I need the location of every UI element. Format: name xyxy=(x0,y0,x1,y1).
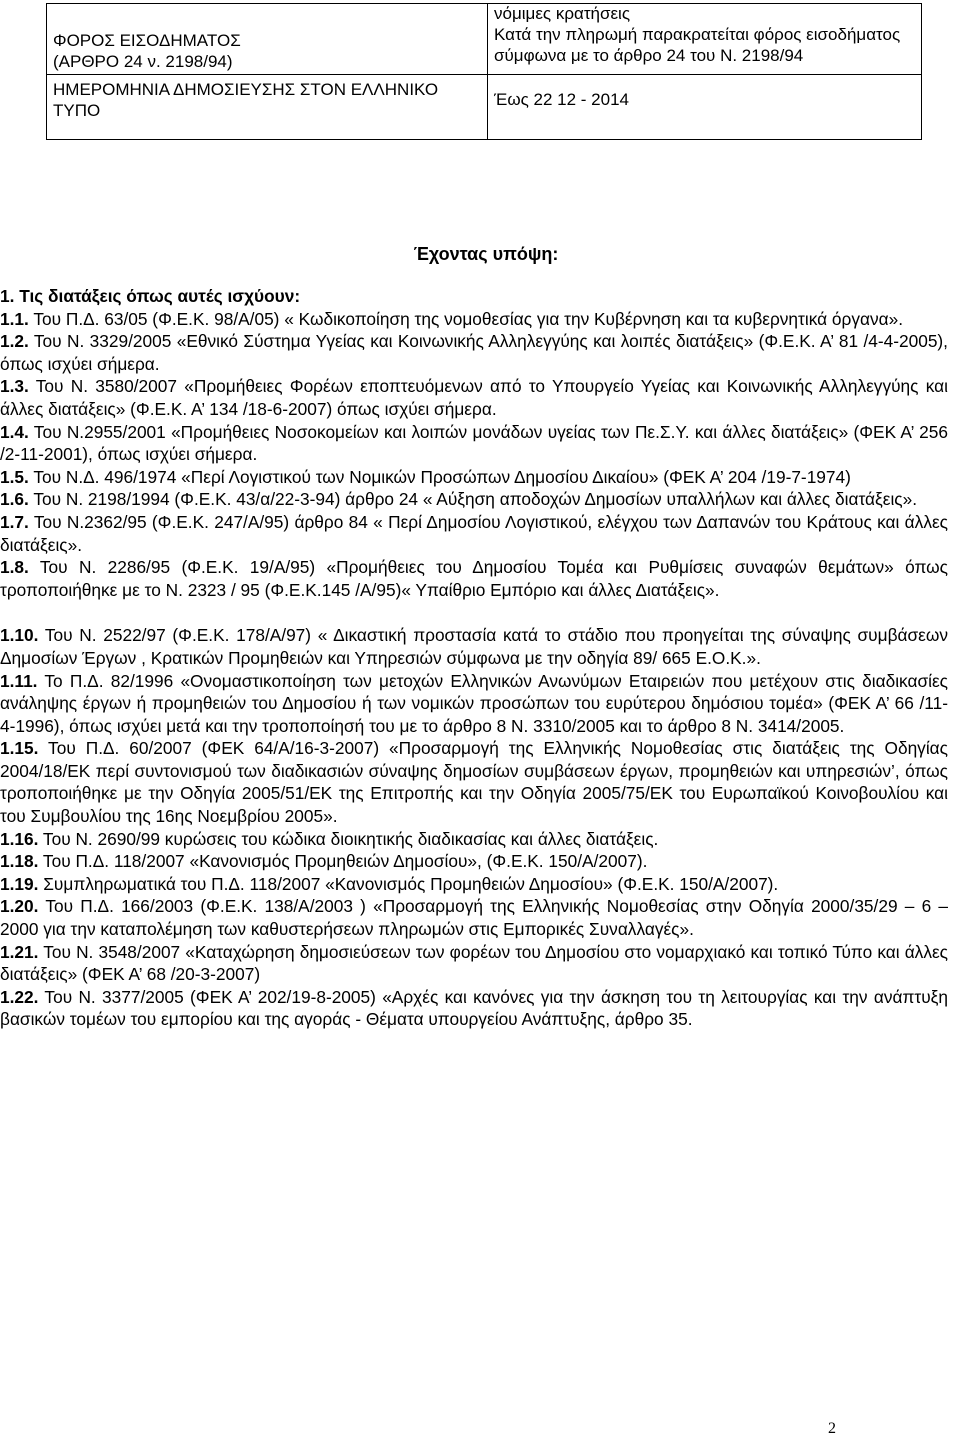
list-item xyxy=(0,421,948,466)
item-number: 1.22. xyxy=(0,986,39,1007)
item-number: 1.5. xyxy=(0,466,29,487)
item-number: 1.1. xyxy=(0,308,29,329)
item-text: Το Π.Δ. 82/1996 «Ονομαστικοποίηση των μετοχών Ελληνικών Ανωνύμων Εταιρειών που μετέχουν στις διαδικασίες ανάληψης έργων ή προμηθειών του Δημοσίου ή των νομικών προσώπων του ευρύτερου δημόσιου τομέα» (ΦΕΚ Α’ 66 /11-4-1996), όπως ισχύει μετά και την τροποποίησή του με το άρθρο 8 Ν. 3310/2005 και το άρθρο 8 Ν. 3414/2005. xyxy=(0,670,948,736)
item-number: 1.4. xyxy=(0,421,29,442)
item-text: Του Ν. 3548/2007 «Καταχώρηση δημοσιεύσεων των φορέων του Δημοσίου στο νομαρχιακό και τοπικό Τύπο και άλλες διατάξεις» (ΦΕΚ Α’ 68 /20-3-2007) xyxy=(0,941,948,985)
list-item xyxy=(0,828,948,851)
item-text: Του Π.Δ. 60/2007 (ΦΕΚ 64/Α/16-3-2007) «Προσαρμογή της Ελληνικής Νομοθεσίας στις διατάξεις της Οδηγίας 2004/18/ΕΚ περί συντονισμού των διαδικασιών σύναψης δημοσίων συμβάσεων έργων, προμηθειών και υπηρεσιών’, όπως τροποποιήθηκε με την Οδηγία 2005/51/ΕΚ της Επιτροπής και την Οδηγία 2005/75/ΕΚ του Ευρωπαϊκού Κοινοβουλίου και του Συμβουλίου της 16ης Νοεμβρίου 2005». xyxy=(0,738,948,827)
publication-date-label-line2: ΤΥΠΟ xyxy=(53,101,101,120)
item-number: 1.2. xyxy=(0,331,29,352)
item-text: Του Ν. 2522/97 (Φ.Ε.Κ. 178/Α/97) « Δικαστική προστασία κατά το στάδιο που προηγείται της σύναψης συμβάσεων Δημοσίων Έργων , Κρατικών Προμηθειών και Υπηρεσιών σύμφωνα με την οδηγία 89/ 665 Ε.Ο.Κ.». xyxy=(0,625,948,668)
item-text: Του Ν. 3377/2005 (ΦΕΚ Α’ 202/19-8-2005) «Αρχές και κανόνες για την άσκηση του τη λειτουργίας και την ανάπτυξη βασικών τομέων του εμπορίου και της αγοράς - Θέματα υπουργείου Ανάπτυξης, άρθρο 35. xyxy=(0,986,948,1030)
publication-date-value: Έως 22 12 - 2014 xyxy=(488,75,922,140)
item-text: Του Ν.2362/95 (Φ.Ε.Κ. 247/Α/95) άρθρο 84 « Περί Δημοσίου Λογιστικού, ελέγχου των Δαπανών του Κράτους και άλλες διατάξεις». xyxy=(0,511,948,555)
list-item xyxy=(0,941,948,986)
item-number: 1.19. xyxy=(0,873,39,894)
list-item xyxy=(0,737,948,827)
income-tax-label xyxy=(47,4,488,75)
item-number: 1.16. xyxy=(0,828,39,849)
income-tax-value-line3: σύμφωνα με το άρθρο 24 του Ν. 2198/94 xyxy=(494,46,804,65)
income-tax-row xyxy=(47,4,922,75)
income-tax-value-line1: νόμιμες κρατήσεις xyxy=(494,4,631,23)
item-number: 1.11. xyxy=(0,670,38,691)
considering-heading xyxy=(0,244,960,265)
list-item xyxy=(0,556,948,601)
list-item xyxy=(0,488,948,511)
item-text: Του Π.Δ. 166/2003 (Φ.Ε.Κ. 138/Α/2003 ) «Προσαρμογή της Ελληνικής Νομοθεσίας στην Οδηγία 2000/35/29 – 6 – 2000 για την καταπολέμηση των καθυστερήσεων πληρωμών στις Εμπορικές Συναλλαγές». xyxy=(0,896,948,940)
item-text: Του Ν. 2198/1994 (Φ.Ε.Κ. 43/α/22-3-94) άρθρο 24 « Αύξηση αποδοχών Δημοσίων υπαλλήλων και άλλες διατάξεις». xyxy=(28,489,918,510)
item-number: 1.10. xyxy=(0,625,39,646)
publication-date-row xyxy=(47,75,922,140)
list-item xyxy=(0,308,948,331)
considering-heading-text: Έχοντας υπόψη: xyxy=(413,244,559,264)
list-item xyxy=(0,986,948,1031)
income-tax-label-line2: (ΑΡΘΡΟ 24 ν. 2198/94) xyxy=(53,52,233,71)
list-item xyxy=(0,624,948,669)
item-text: Του Π.Δ. 118/2007 «Κανονισμός Προμηθειών Δημοσίου», (Φ.Ε.Κ. 150/Α/2007). xyxy=(38,851,648,872)
publication-date-label-line1: ΗΜΕΡΟΜΗΝΙΑ ΔΗΜΟΣΙΕΥΣΗΣ ΣΤΟΝ ΕΛΛΗΝΙΚΟ xyxy=(53,80,439,99)
item-number: 1.15. xyxy=(0,738,39,759)
item-text: Του Ν. 2286/95 (Φ.Ε.Κ. 19/Α/95) «Προμήθειες του Δημοσίου Τομέα και Ρυθμίσεις συναφών θεμάτων» όπως τροποποιήθηκε με το Ν. 2323 / 95 (Φ.Ε.Κ.145 /Α/95)« Υπαίθριο Εμπόριο και άλλες Διατάξεις». xyxy=(0,557,948,600)
item-number: 1.18. xyxy=(0,851,39,872)
item-text: Του Ν. 2690/99 κυρώσεις του κώδικα διοικητικής διαδικασίας και άλλες διατάξεις. xyxy=(38,828,659,849)
item-text: Του Ν.Δ. 496/1974 «Περί Λογιστικού των Νομικών Προσώπων Δημοσίου Δικαίου» (ΦΕΚ Α’ 204 /19-7-1974) xyxy=(28,466,851,487)
item-number: 1.3. xyxy=(0,376,29,397)
header-info-table xyxy=(46,3,922,140)
page-number: 2 xyxy=(828,1420,836,1437)
item-number: 1.20. xyxy=(0,896,39,917)
legal-provisions-list xyxy=(0,285,948,1031)
list-item xyxy=(0,375,948,420)
income-tax-label-line1: ΦΟΡΟΣ ΕΙΣΟΔΗΜΑΤΟΣ xyxy=(53,31,241,50)
item-text: Του Ν. 3329/2005 «Εθνικό Σύστημα Υγείας και Κοινωνικής Αλληλεγγύης και λοιπές διατάξεις» (Φ.Ε.Κ. Α’ 81 /4-4-2005), όπως ισχύει σήμερα. xyxy=(0,331,948,374)
income-tax-value xyxy=(488,4,922,75)
item-text: Του Ν. 3580/2007 «Προμήθειες Φορέων εποπτευόμενων από το Υπουργείο Υγείας και Κοινωνικής Αλληλεγγύης και άλλες διατάξεις» (Φ.Ε.Κ. Α’ 134 /18-6-2007) όπως ισχύει σήμερα. xyxy=(0,376,948,419)
income-tax-value-line2: Κατά την πληρωμή παρακρατείται φόρος εισοδήματος xyxy=(494,25,901,44)
list-item xyxy=(0,511,948,556)
list-item xyxy=(0,670,948,738)
item-text: Συμπληρωματικά του Π.Δ. 118/2007 «Κανονισμός Προμηθειών Δημοσίου» (Φ.Ε.Κ. 150/Α/2007). xyxy=(38,873,779,894)
item-number: 1.6. xyxy=(0,489,29,510)
item-number: 1.8. xyxy=(0,557,29,578)
list-item xyxy=(0,330,948,375)
item-text: Του Ν.2955/2001 «Προμήθειες Νοσοκομείων και λοιπών μονάδων υγείας των Πε.Σ.Υ. και άλλες διατάξεις» (ΦΕΚ Α’ 256 /2-11-2001), όπως ισχύει σήμερα. xyxy=(0,421,948,465)
list-item xyxy=(0,850,948,873)
spacer xyxy=(0,601,948,624)
publication-date-label xyxy=(47,75,488,140)
item-number: 1.21. xyxy=(0,941,39,962)
section-title: 1. Τις διατάξεις όπως αυτές ισχύουν: xyxy=(0,286,301,306)
list-item xyxy=(0,873,948,896)
list-item xyxy=(0,895,948,940)
item-text: Του Π.Δ. 63/05 (Φ.Ε.Κ. 98/Α/05) « Κωδικοποίηση της νομοθεσίας για την Κυβέρνηση και τα κυβερνητικά όργανα». xyxy=(28,308,904,329)
list-item xyxy=(0,466,948,489)
item-number: 1.7. xyxy=(0,511,29,532)
